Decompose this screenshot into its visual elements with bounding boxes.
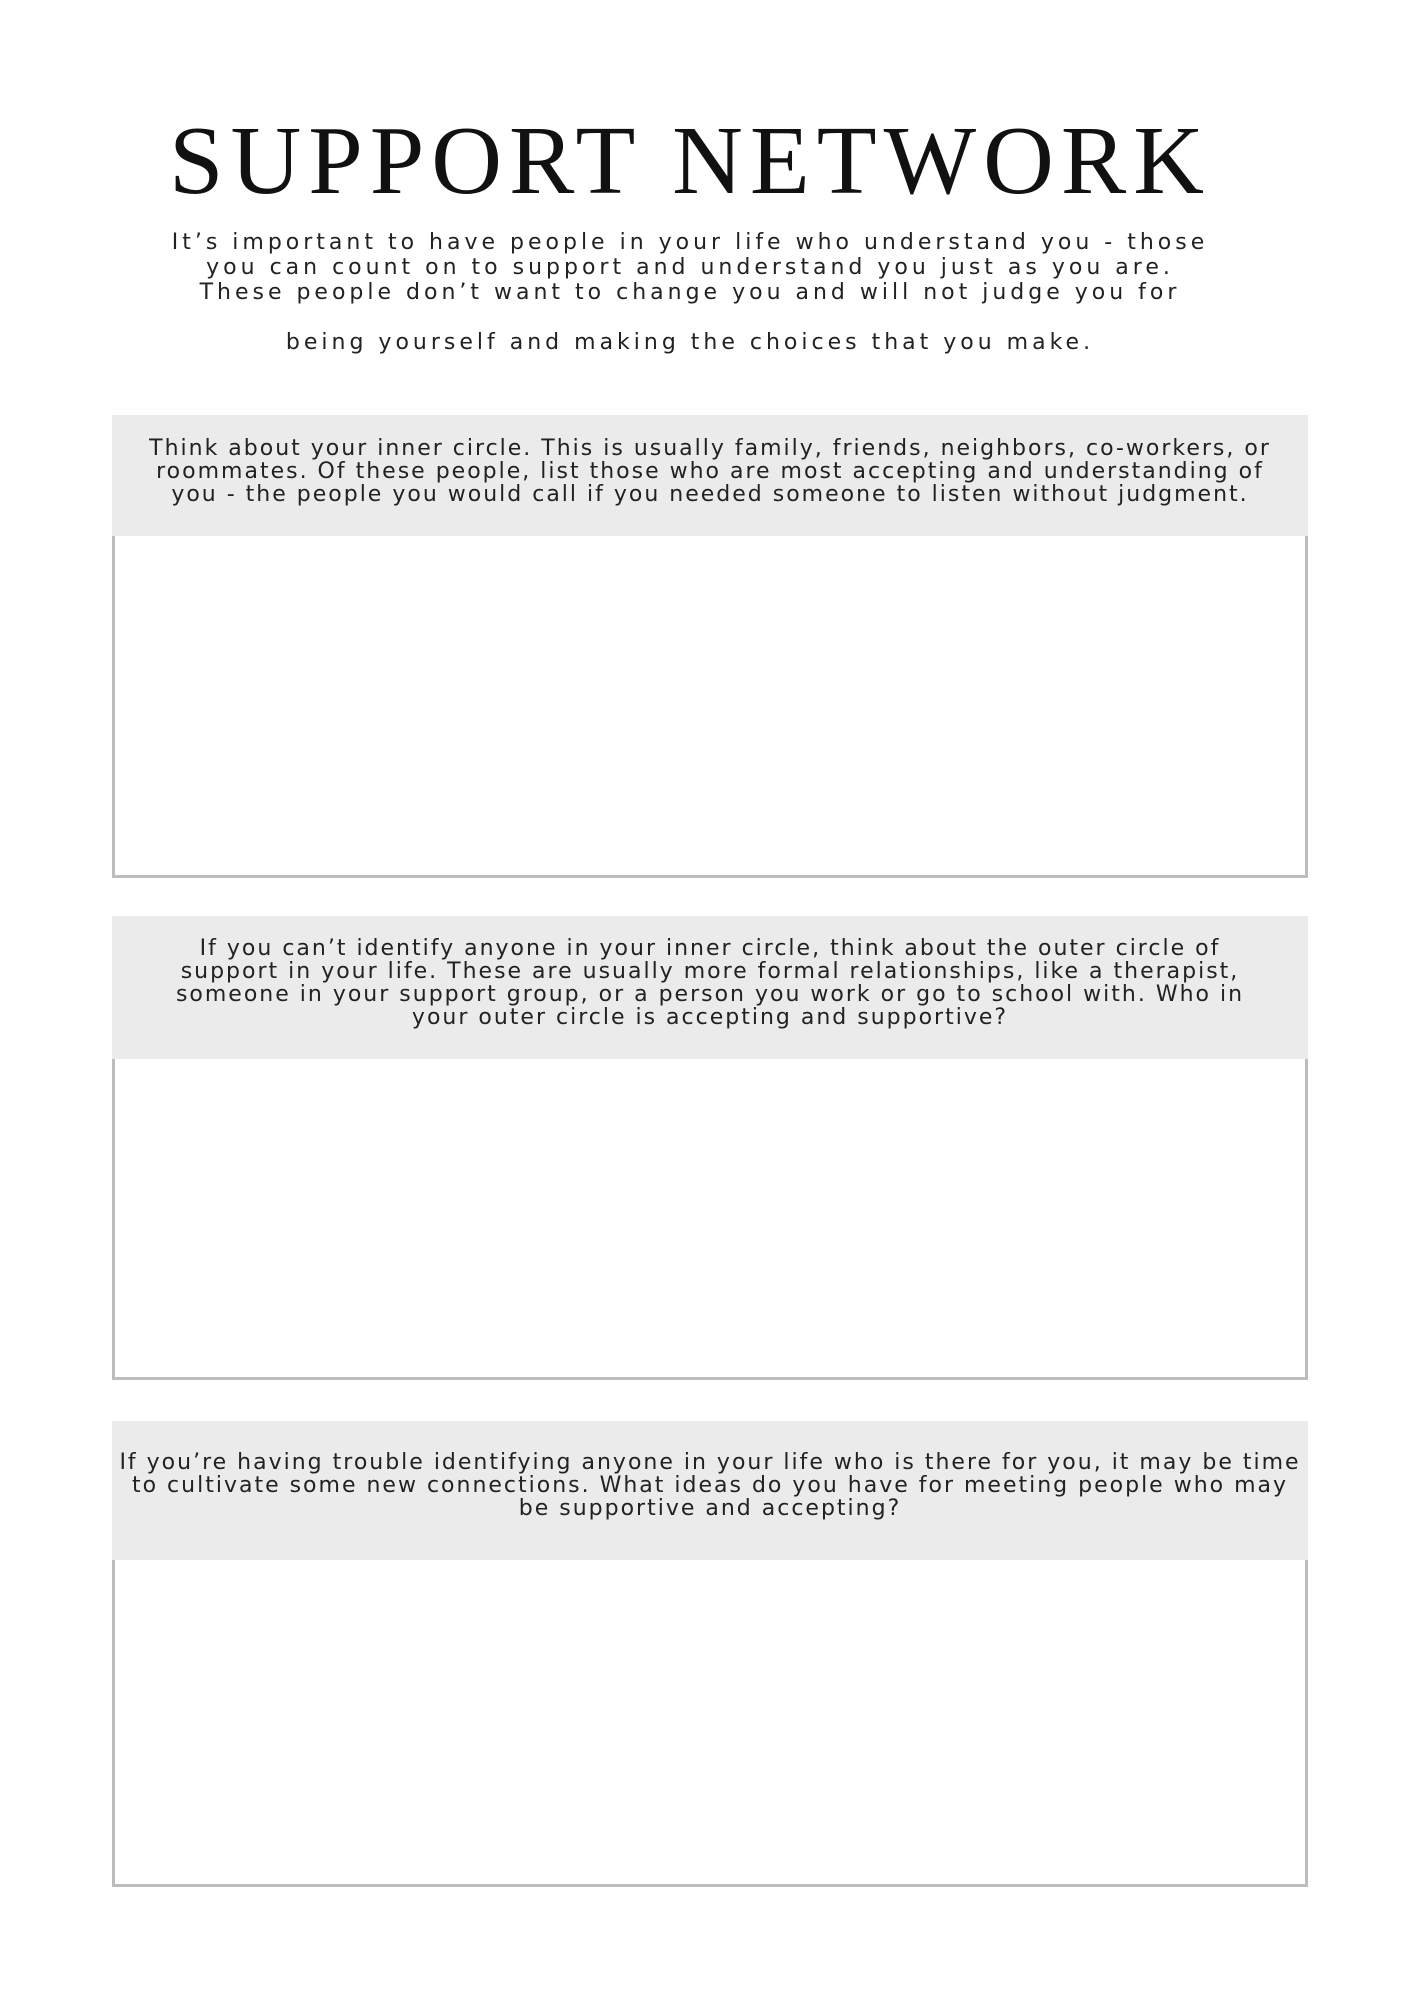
prompt-line: you - the people you would call if you needed someone to listen without judgment. (171, 482, 1249, 507)
intro-paragraph (140, 230, 1240, 355)
prompt-line: Think about your inner circle. This is usually family, friends, neighbors, co-workers, or (149, 436, 1271, 461)
inner-circle-section (112, 415, 1308, 878)
inner-circle-answer-box[interactable] (112, 536, 1308, 878)
intro-line: being yourself and making the choices that you make. (285, 330, 1095, 355)
prompt-line: to cultivate some new connections. What ideas do you have for meeting people who may (131, 1473, 1289, 1498)
page-title: SUPPORT NETWORK (168, 107, 1212, 215)
prompt-line: If you’re having trouble identifying anyone in your life who is there for you, it may be time (119, 1450, 1301, 1475)
prompt-line: If you can’t identify anyone in your inner circle, think about the outer circle of (199, 936, 1221, 961)
new-connections-prompt (112, 1421, 1308, 1560)
prompt-line: support in your life. These are usually more formal relationships, like a therapist, (180, 959, 1240, 984)
outer-circle-section (112, 916, 1308, 1380)
new-connections-section (112, 1421, 1308, 1887)
prompt-line: roommates. Of these people, list those who are most accepting and understanding of (156, 459, 1264, 484)
prompt-line: your outer circle is accepting and supportive? (411, 1005, 1009, 1030)
prompt-line: be supportive and accepting? (518, 1496, 902, 1521)
inner-circle-prompt (112, 415, 1308, 536)
prompt-line: someone in your support group, or a person you work or go to school with. Who in (175, 982, 1245, 1007)
intro-line: These people don’t want to change you and will not judge you for (199, 280, 1181, 305)
intro-line: you can count on to support and understand you just as you are. (206, 255, 1174, 280)
outer-circle-answer-box[interactable] (112, 1059, 1308, 1380)
outer-circle-prompt (112, 916, 1308, 1059)
new-connections-answer-box[interactable] (112, 1560, 1308, 1887)
intro-line: It’s important to have people in your life who understand you - those (171, 230, 1209, 255)
